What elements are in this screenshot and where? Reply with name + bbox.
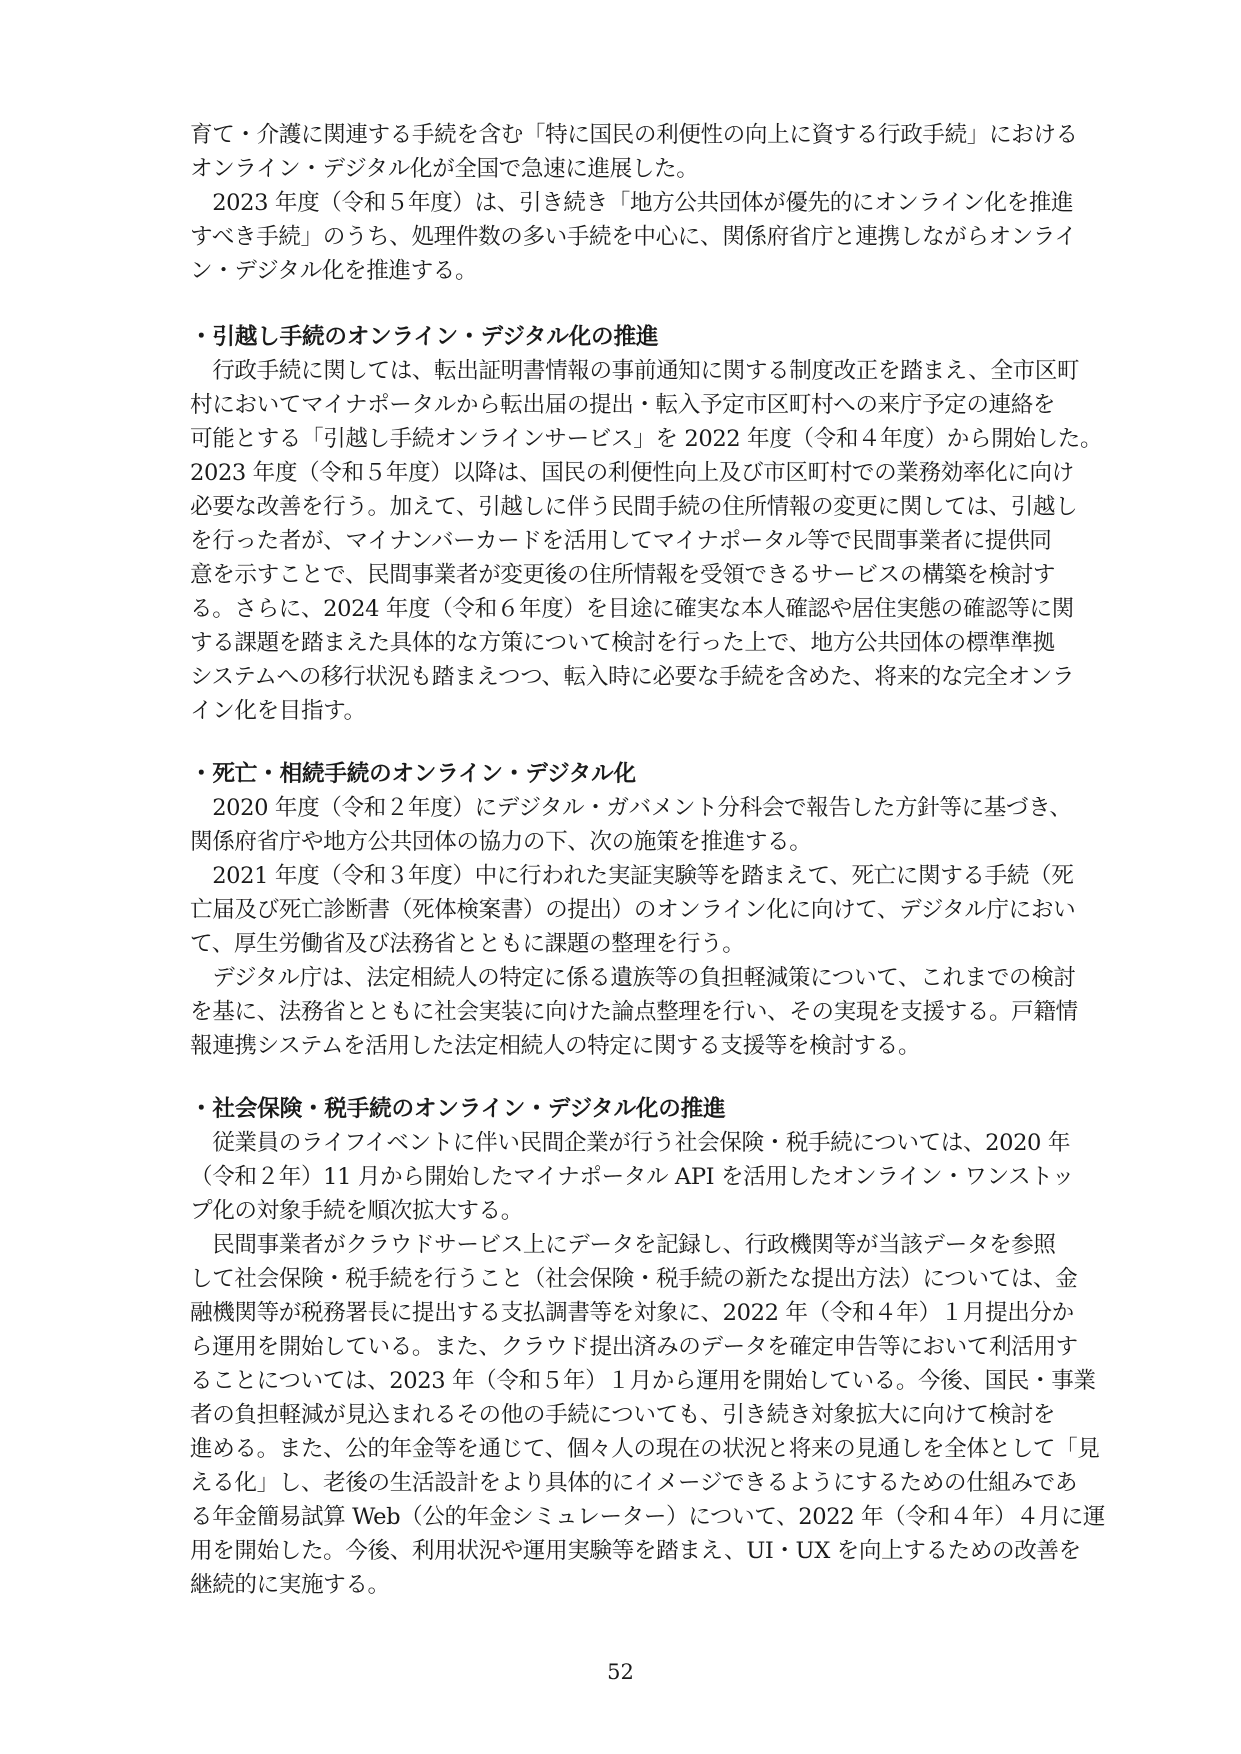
- text-line: 報連携システムを活用した法定相続人の特定に関する支援等を検討する。: [190, 1033, 921, 1059]
- text-line: ら運用を開始している。また、クラウド提出済みのデータを確定申告等において利活用す: [190, 1334, 1078, 1360]
- text-line: 2023 年度（令和５年度）は、引き続き「地方公共団体が優先的にオンライン化を推進: [190, 190, 1074, 216]
- text-line: 2023 年度（令和５年度）以降は、国民の利便性向上及び市区町村での業務効率化に向け: [190, 460, 1074, 486]
- page-number: 52: [607, 1660, 634, 1684]
- text-line: 者の負担軽減が見込まれるその他の手続についても、引き続き対象拡大に向けて検討を: [190, 1402, 1056, 1428]
- text-line: システムへの移行状況も踏まえつつ、転入時に必要な手続を含めた、将来的な完全オンラ: [190, 664, 1075, 690]
- text-line: デジタル庁は、法定相続人の特定に係る遺族等の負担軽減策について、これまでの検討: [190, 965, 1076, 991]
- text-line: する課題を踏まえた具体的な方策について検討を行った上で、地方公共団体の標準準拠: [190, 630, 1055, 656]
- text-line: すべき手続」のうち、処理件数の多い手続を中心に、関係府省庁と連携しながらオンライ: [190, 224, 1077, 250]
- text-line: 関係府省庁や地方公共団体の協力の下、次の施策を推進する。: [190, 829, 812, 855]
- text-line: して社会保険・税手続を行うこと（社会保険・税手続の新たな提出方法）については、金: [190, 1266, 1078, 1292]
- text-line: 民間事業者がクラウドサービス上にデータを記録し、行政機関等が当該データを参照: [190, 1232, 1056, 1258]
- section-heading: ・社会保険・税手続のオンライン・デジタル化の推進: [190, 1096, 726, 1122]
- text-line: える化」し、老後の生活設計をより具体的にイメージできるようにするための仕組みであ: [190, 1470, 1078, 1496]
- moving-section-body: [190, 354, 1112, 728]
- text-line: 融機関等が税務署長に提出する支払調書等を対象に、2022 年（令和４年）１月提出分か: [190, 1300, 1074, 1326]
- text-line: 亡届及び死亡診断書（死体検案書）の提出）のオンライン化に向けて、デジタル庁におい: [190, 897, 1076, 923]
- text-line: を行った者が、マイナンバーカードを活用してマイナポータル等で民間事業者に提供同: [190, 528, 1052, 554]
- text-line: イン化を目指す。: [190, 698, 366, 724]
- text-line: 進める。また、公的年金等を通じて、個々人の現在の状況と将来の見通しを全体として「見: [190, 1436, 1100, 1462]
- section-heading-social-insurance-tax: [190, 1092, 1112, 1126]
- text-line: て、厚生労働省及び法務省とともに課題の整理を行う。: [190, 931, 745, 957]
- text-line: 行政手続に関しては、転出証明書情報の事前通知に関する制度改正を踏まえ、全市区町: [190, 358, 1080, 384]
- text-line: （令和２年）11 月から開始したマイナポータル API を活用したオンライン・ワンストッ: [190, 1164, 1075, 1190]
- text-line: プ化の対象手続を順次拡大する。: [190, 1198, 523, 1224]
- death-inheritance-section-body: [190, 791, 1112, 1063]
- text-line: 2021 年度（令和３年度）中に行われた実証実験等を踏まえて、死亡に関する手続（死: [190, 863, 1074, 889]
- section-heading-death-inheritance: [190, 757, 1112, 791]
- text-line: 継続的に実施する。: [190, 1572, 390, 1598]
- section-heading: ・引越し手続のオンライン・デジタル化の推進: [190, 324, 659, 350]
- intro-paragraph: [190, 118, 1112, 288]
- text-line: 村においてマイナポータルから転出届の提出・転入予定市区町村への来庁予定の連絡を: [190, 392, 1056, 418]
- text-line: 育て・介護に関連する手続を含む「特に国民の利便性の向上に資する行政手続」における: [190, 122, 1078, 148]
- section-heading-moving: [190, 320, 1112, 354]
- social-insurance-tax-section-body: [190, 1126, 1112, 1602]
- text-line: ン・デジタル化を推進する。: [190, 258, 478, 284]
- text-line: る。さらに、2024 年度（令和６年度）を目途に確実な本人確認や居住実態の確認等に関: [190, 596, 1074, 622]
- text-line: 用を開始した。今後、利用状況や運用実験等を踏まえ、UI・UX を向上するための改善を: [190, 1538, 1081, 1564]
- text-line: 可能とする「引越し手続オンラインサービス」を 2022 年度（令和４年度）から開始した。: [190, 426, 1103, 452]
- text-line: 2020 年度（令和２年度）にデジタル・ガバメント分科会で報告した方針等に基づき、: [190, 795, 1072, 821]
- text-line: を基に、法務省とともに社会実装に向けた論点整理を行い、その実現を支援する。戸籍情: [190, 999, 1078, 1025]
- text-line: ることについては、2023 年（令和５年）１月から運用を開始している。今後、国民・事業: [190, 1368, 1096, 1394]
- text-line: る年金簡易試算 Web（公的年金シミュレーター）について、2022 年（令和４年）４月に運: [190, 1504, 1106, 1530]
- section-heading: ・死亡・相続手続のオンライン・デジタル化: [190, 761, 636, 787]
- text-line: 従業員のライフイベントに伴い民間企業が行う社会保険・税手続については、2020 年: [190, 1130, 1071, 1156]
- text-line: 意を示すことで、民間事業者が変更後の住所情報を受領できるサービスの構築を検討す: [190, 562, 1056, 588]
- text-line: オンライン・デジタル化が全国で急速に進展した。: [190, 156, 699, 182]
- text-line: 必要な改善を行う。加えて、引越しに伴う民間手続の住所情報の変更に関しては、引越し: [190, 494, 1078, 520]
